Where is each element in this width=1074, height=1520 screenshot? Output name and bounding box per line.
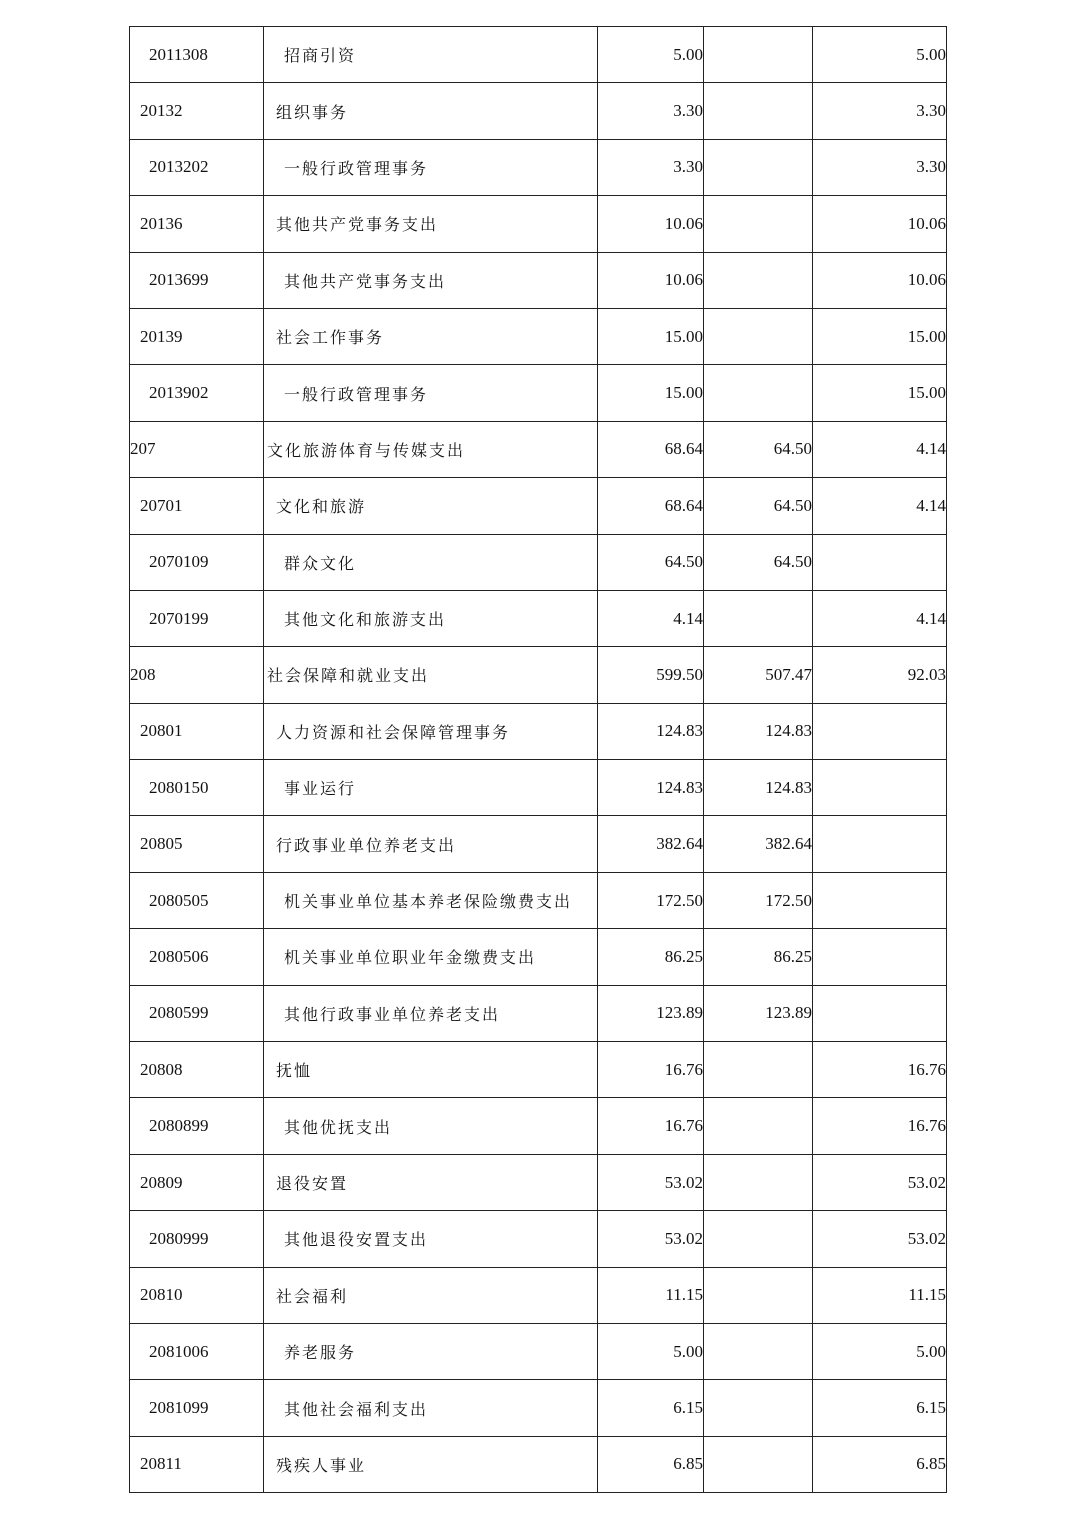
table-row (130, 1436, 947, 1492)
subject-code-cell: 20132 (130, 83, 264, 139)
project-expenditure-cell: 6.85 (813, 1436, 947, 1492)
subject-name-cell: 机关事业单位基本养老保险缴费支出 (264, 872, 598, 928)
subject-code-cell: 2080899 (130, 1098, 264, 1154)
subject-code-cell: 208 (130, 647, 264, 703)
total-amount-cell: 382.64 (598, 816, 704, 872)
subject-name-cell: 行政事业单位养老支出 (264, 816, 598, 872)
table-row (130, 1380, 947, 1436)
table-row (130, 1154, 947, 1210)
total-amount-cell: 53.02 (598, 1211, 704, 1267)
total-amount-cell: 86.25 (598, 929, 704, 985)
subject-code-cell: 2070199 (130, 590, 264, 646)
subject-code-cell: 20810 (130, 1267, 264, 1323)
subject-code-cell: 20139 (130, 308, 264, 364)
total-amount-cell: 4.14 (598, 590, 704, 646)
subject-name-cell: 其他文化和旅游支出 (264, 590, 598, 646)
basic-expenditure-cell (704, 308, 813, 364)
subject-code-cell: 20809 (130, 1154, 264, 1210)
total-amount-cell: 53.02 (598, 1154, 704, 1210)
subject-code-cell: 2070109 (130, 534, 264, 590)
basic-expenditure-cell: 64.50 (704, 478, 813, 534)
table-row (130, 139, 947, 195)
table-row (130, 929, 947, 985)
basic-expenditure-cell: 507.47 (704, 647, 813, 703)
total-amount-cell: 15.00 (598, 365, 704, 421)
project-expenditure-cell: 16.76 (813, 1098, 947, 1154)
subject-code-cell: 2080506 (130, 929, 264, 985)
subject-name-cell: 文化旅游体育与传媒支出 (264, 421, 598, 477)
basic-expenditure-cell: 86.25 (704, 929, 813, 985)
basic-expenditure-cell: 172.50 (704, 872, 813, 928)
basic-expenditure-cell (704, 1098, 813, 1154)
subject-name-cell: 事业运行 (264, 760, 598, 816)
subject-code-cell: 2080150 (130, 760, 264, 816)
project-expenditure-cell: 5.00 (813, 1323, 947, 1379)
total-amount-cell: 124.83 (598, 760, 704, 816)
total-amount-cell: 10.06 (598, 196, 704, 252)
basic-expenditure-cell (704, 1211, 813, 1267)
subject-name-cell: 一般行政管理事务 (264, 365, 598, 421)
project-expenditure-cell (813, 534, 947, 590)
subject-code-cell: 20805 (130, 816, 264, 872)
project-expenditure-cell: 3.30 (813, 139, 947, 195)
basic-expenditure-cell (704, 1380, 813, 1436)
basic-expenditure-cell (704, 252, 813, 308)
basic-expenditure-cell (704, 365, 813, 421)
basic-expenditure-cell: 123.89 (704, 985, 813, 1041)
table-row (130, 1211, 947, 1267)
basic-expenditure-cell: 382.64 (704, 816, 813, 872)
subject-code-cell: 20811 (130, 1436, 264, 1492)
total-amount-cell: 10.06 (598, 252, 704, 308)
project-expenditure-cell: 10.06 (813, 252, 947, 308)
table-row (130, 872, 947, 928)
project-expenditure-cell: 15.00 (813, 365, 947, 421)
subject-name-cell: 人力资源和社会保障管理事务 (264, 703, 598, 759)
basic-expenditure-cell (704, 1154, 813, 1210)
project-expenditure-cell: 16.76 (813, 1042, 947, 1098)
basic-expenditure-cell (704, 590, 813, 646)
project-expenditure-cell: 15.00 (813, 308, 947, 364)
table-row (130, 647, 947, 703)
total-amount-cell: 15.00 (598, 308, 704, 364)
subject-code-cell: 2013699 (130, 252, 264, 308)
table-row (130, 590, 947, 646)
project-expenditure-cell (813, 703, 947, 759)
basic-expenditure-cell: 64.50 (704, 421, 813, 477)
subject-code-cell: 2011308 (130, 27, 264, 83)
total-amount-cell: 5.00 (598, 27, 704, 83)
total-amount-cell: 3.30 (598, 139, 704, 195)
total-amount-cell: 68.64 (598, 478, 704, 534)
project-expenditure-cell (813, 929, 947, 985)
subject-code-cell: 2080505 (130, 872, 264, 928)
project-expenditure-cell: 4.14 (813, 478, 947, 534)
table-row (130, 308, 947, 364)
subject-code-cell: 20136 (130, 196, 264, 252)
subject-name-cell: 抚恤 (264, 1042, 598, 1098)
basic-expenditure-cell: 124.83 (704, 760, 813, 816)
subject-name-cell: 社会工作事务 (264, 308, 598, 364)
subject-name-cell: 文化和旅游 (264, 478, 598, 534)
basic-expenditure-cell (704, 1042, 813, 1098)
subject-code-cell: 207 (130, 421, 264, 477)
project-expenditure-cell: 4.14 (813, 421, 947, 477)
basic-expenditure-cell (704, 27, 813, 83)
table-row (130, 760, 947, 816)
table-row (130, 83, 947, 139)
project-expenditure-cell (813, 985, 947, 1041)
table-row (130, 1267, 947, 1323)
basic-expenditure-cell (704, 1267, 813, 1323)
project-expenditure-cell: 6.15 (813, 1380, 947, 1436)
subject-code-cell: 2081099 (130, 1380, 264, 1436)
subject-name-cell: 社会福利 (264, 1267, 598, 1323)
subject-code-cell: 2013202 (130, 139, 264, 195)
subject-name-cell: 残疾人事业 (264, 1436, 598, 1492)
basic-expenditure-cell (704, 1323, 813, 1379)
project-expenditure-cell (813, 816, 947, 872)
subject-name-cell: 一般行政管理事务 (264, 139, 598, 195)
subject-name-cell: 机关事业单位职业年金缴费支出 (264, 929, 598, 985)
table-row (130, 478, 947, 534)
subject-name-cell: 其他退役安置支出 (264, 1211, 598, 1267)
subject-code-cell: 2081006 (130, 1323, 264, 1379)
subject-code-cell: 2080599 (130, 985, 264, 1041)
expenditure-table (129, 26, 947, 1493)
subject-code-cell: 20801 (130, 703, 264, 759)
project-expenditure-cell: 3.30 (813, 83, 947, 139)
table-row (130, 534, 947, 590)
subject-name-cell: 其他优抚支出 (264, 1098, 598, 1154)
total-amount-cell: 3.30 (598, 83, 704, 139)
table-row (130, 196, 947, 252)
project-expenditure-cell (813, 760, 947, 816)
subject-name-cell: 群众文化 (264, 534, 598, 590)
table-row (130, 252, 947, 308)
subject-code-cell: 20808 (130, 1042, 264, 1098)
total-amount-cell: 16.76 (598, 1042, 704, 1098)
table-body (130, 27, 947, 1493)
project-expenditure-cell: 5.00 (813, 27, 947, 83)
subject-name-cell: 组织事务 (264, 83, 598, 139)
basic-expenditure-cell (704, 1436, 813, 1492)
total-amount-cell: 6.15 (598, 1380, 704, 1436)
table-row (130, 27, 947, 83)
subject-code-cell: 2013902 (130, 365, 264, 421)
project-expenditure-cell: 53.02 (813, 1154, 947, 1210)
total-amount-cell: 68.64 (598, 421, 704, 477)
table-row (130, 1098, 947, 1154)
total-amount-cell: 16.76 (598, 1098, 704, 1154)
table-row (130, 365, 947, 421)
subject-name-cell: 养老服务 (264, 1323, 598, 1379)
subject-name-cell: 社会保障和就业支出 (264, 647, 598, 703)
subject-name-cell: 其他共产党事务支出 (264, 252, 598, 308)
basic-expenditure-cell (704, 139, 813, 195)
basic-expenditure-cell (704, 196, 813, 252)
total-amount-cell: 124.83 (598, 703, 704, 759)
subject-name-cell: 退役安置 (264, 1154, 598, 1210)
project-expenditure-cell: 53.02 (813, 1211, 947, 1267)
total-amount-cell: 64.50 (598, 534, 704, 590)
subject-code-cell: 2080999 (130, 1211, 264, 1267)
subject-name-cell: 其他共产党事务支出 (264, 196, 598, 252)
table-row (130, 421, 947, 477)
basic-expenditure-cell: 64.50 (704, 534, 813, 590)
table-row (130, 1323, 947, 1379)
project-expenditure-cell (813, 872, 947, 928)
total-amount-cell: 599.50 (598, 647, 704, 703)
subject-name-cell: 招商引资 (264, 27, 598, 83)
total-amount-cell: 172.50 (598, 872, 704, 928)
subject-code-cell: 20701 (130, 478, 264, 534)
total-amount-cell: 6.85 (598, 1436, 704, 1492)
project-expenditure-cell: 4.14 (813, 590, 947, 646)
table-row (130, 816, 947, 872)
basic-expenditure-cell: 124.83 (704, 703, 813, 759)
total-amount-cell: 5.00 (598, 1323, 704, 1379)
subject-name-cell: 其他行政事业单位养老支出 (264, 985, 598, 1041)
subject-name-cell: 其他社会福利支出 (264, 1380, 598, 1436)
total-amount-cell: 11.15 (598, 1267, 704, 1323)
table-row (130, 1042, 947, 1098)
project-expenditure-cell: 11.15 (813, 1267, 947, 1323)
project-expenditure-cell: 10.06 (813, 196, 947, 252)
table-row (130, 703, 947, 759)
total-amount-cell: 123.89 (598, 985, 704, 1041)
table-row (130, 985, 947, 1041)
basic-expenditure-cell (704, 83, 813, 139)
project-expenditure-cell: 92.03 (813, 647, 947, 703)
